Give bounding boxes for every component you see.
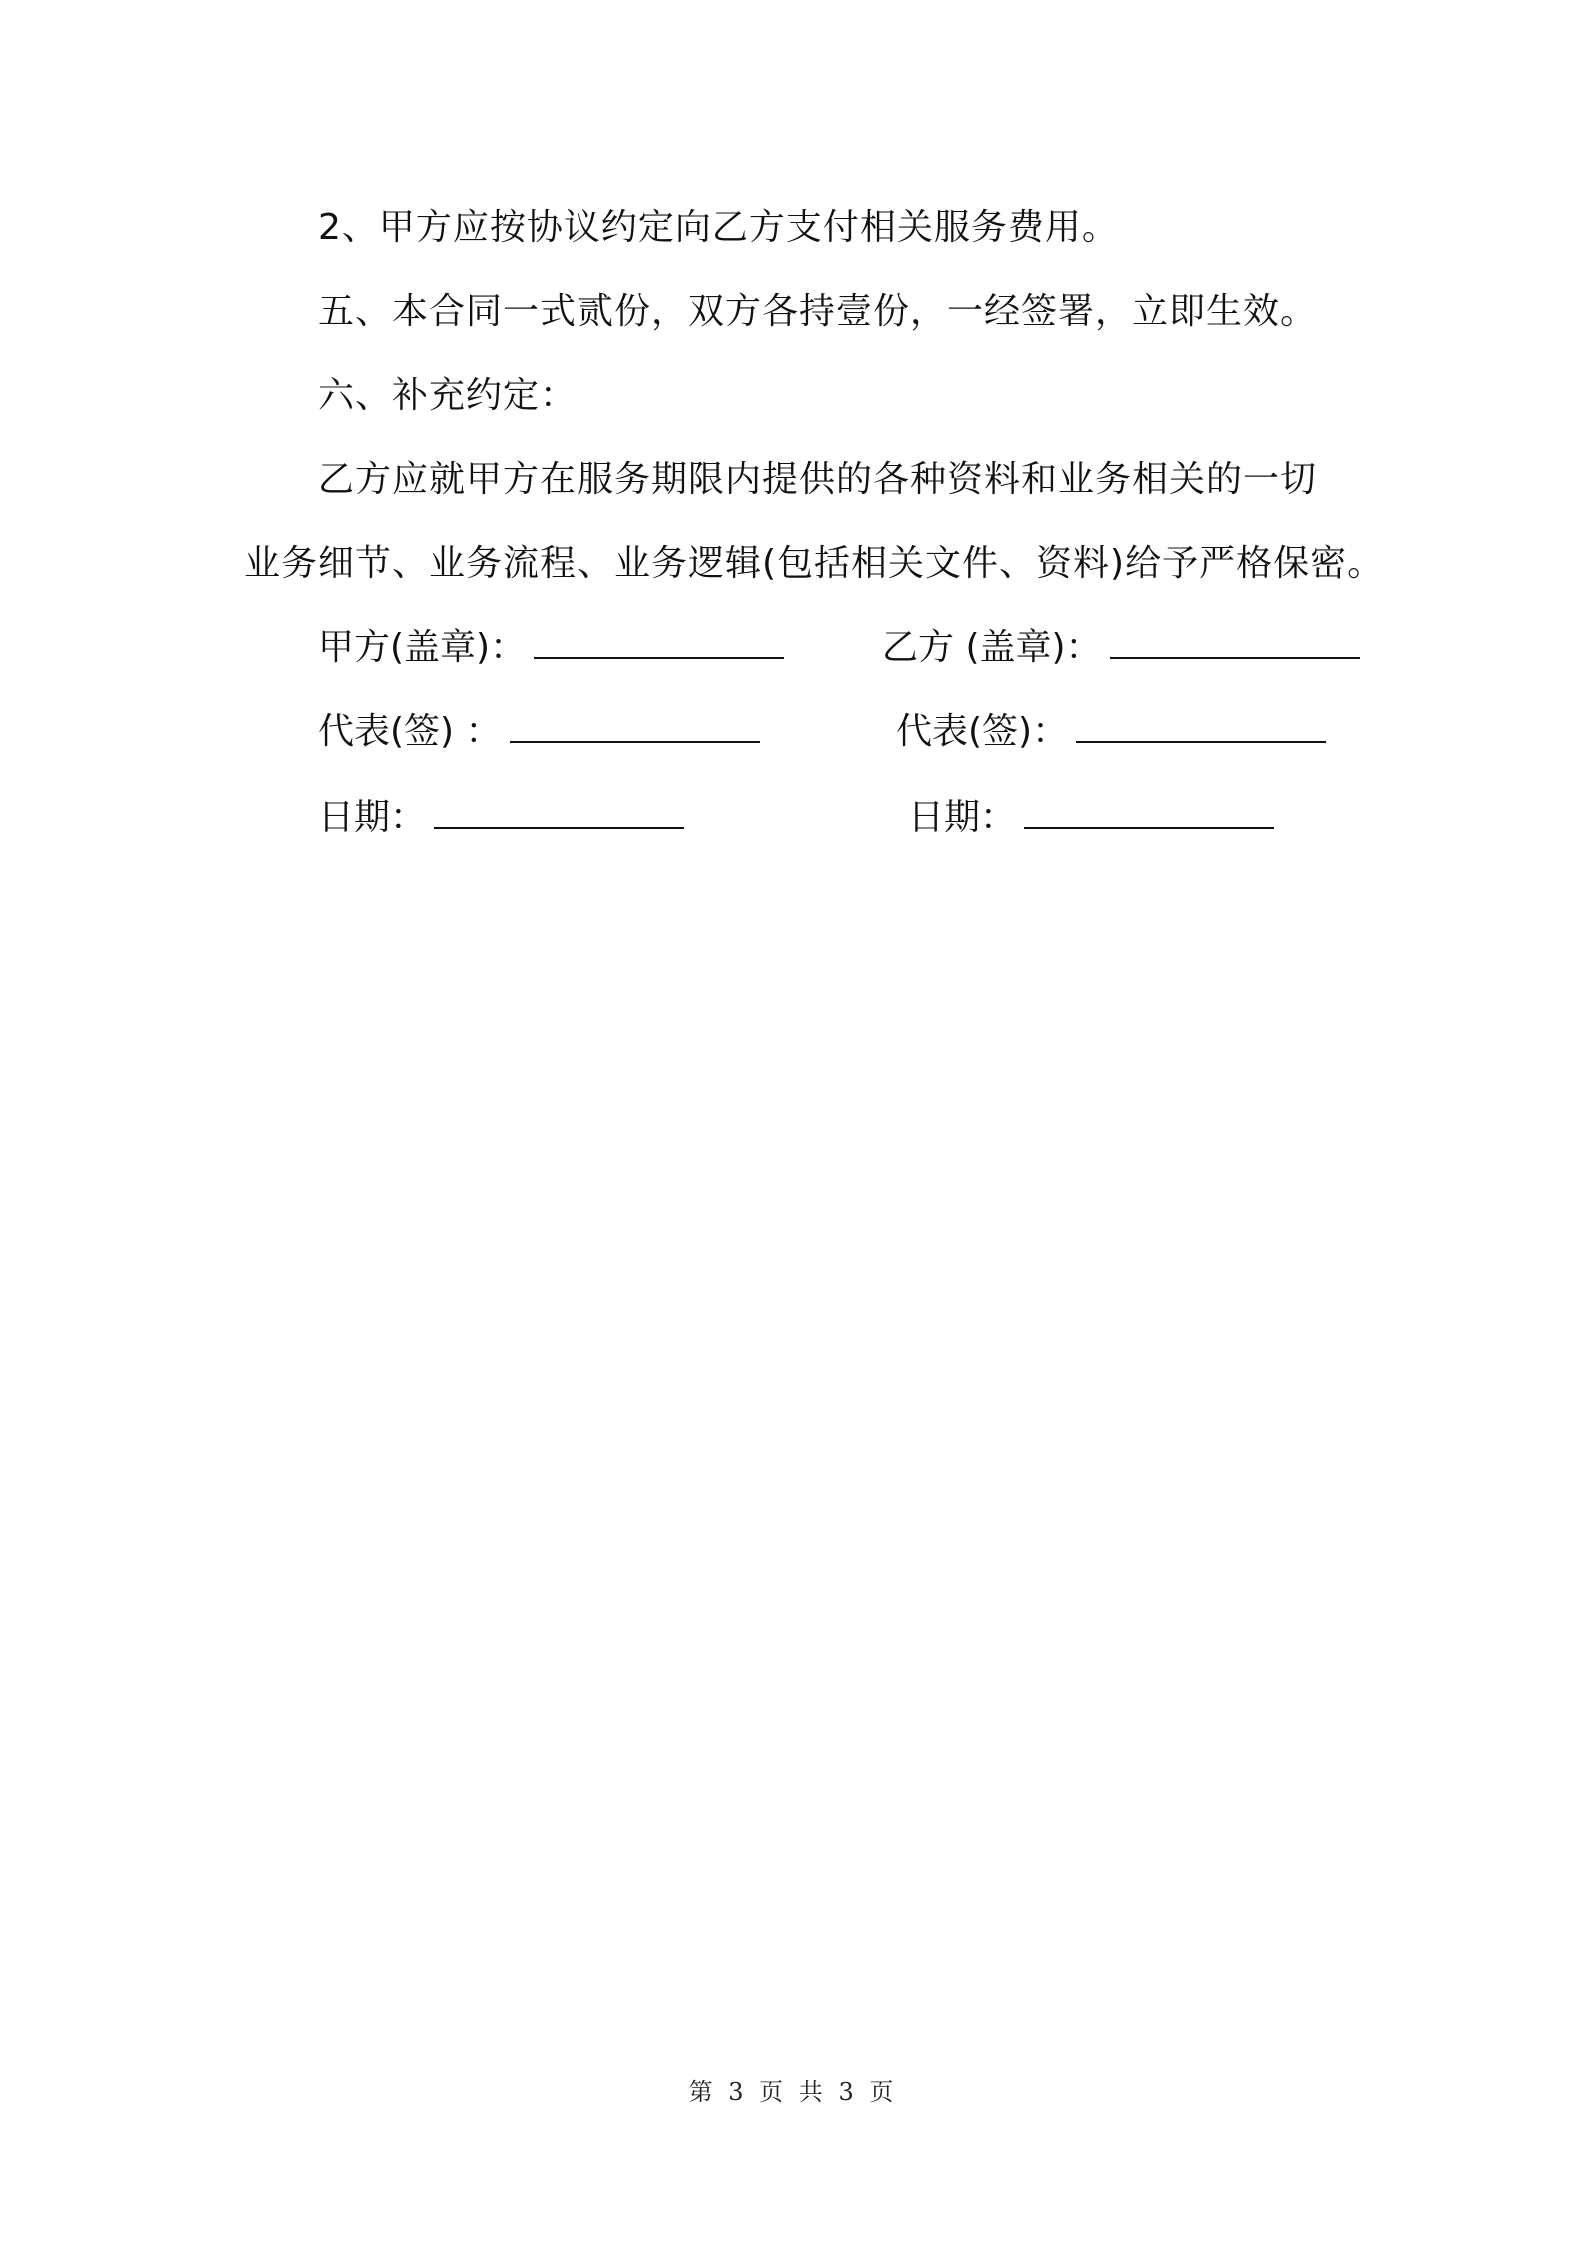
party-b-seal-row	[882, 626, 1360, 670]
party-b-seal-blank	[1110, 627, 1360, 659]
party-b-seal-label: 乙方 (盖章)：	[882, 627, 1102, 668]
clause-copies: 五、本合同一式贰份，双方各持壹份，一经签署，立即生效。	[318, 291, 1318, 332]
page-footer: 第 3 页 共 3 页	[688, 2078, 898, 2106]
clause-confidentiality-line2: 业务细节、业务流程、业务逻辑(包括相关文件、资料)给予严格保密。	[244, 543, 1385, 584]
clause-supplement-heading: 六、补充约定：	[318, 375, 578, 416]
clause-payment: 2、甲方应按协议约定向乙方支付相关服务费用。	[318, 207, 1119, 248]
party-a-seal-blank	[534, 627, 784, 659]
party-b-rep-blank	[1076, 711, 1326, 743]
party-b-rep-row	[896, 710, 1326, 754]
party-a-rep-blank	[510, 711, 760, 743]
party-b-date-row	[908, 796, 1274, 840]
party-a-date-row	[318, 796, 684, 840]
party-a-seal-label: 甲方(盖章)：	[318, 627, 527, 668]
party-a-rep-label: 代表(签) ：	[318, 711, 502, 752]
party-a-date-blank	[434, 797, 684, 829]
party-a-rep-row	[318, 710, 760, 754]
party-b-rep-label: 代表(签)：	[896, 711, 1069, 752]
party-a-date-label: 日期：	[318, 797, 427, 838]
clause-confidentiality-line1: 乙方应就甲方在服务期限内提供的各种资料和业务相关的一切	[318, 459, 1318, 500]
party-b-date-label: 日期：	[908, 797, 1017, 838]
party-b-date-blank	[1024, 797, 1274, 829]
party-a-seal-row	[318, 626, 784, 670]
